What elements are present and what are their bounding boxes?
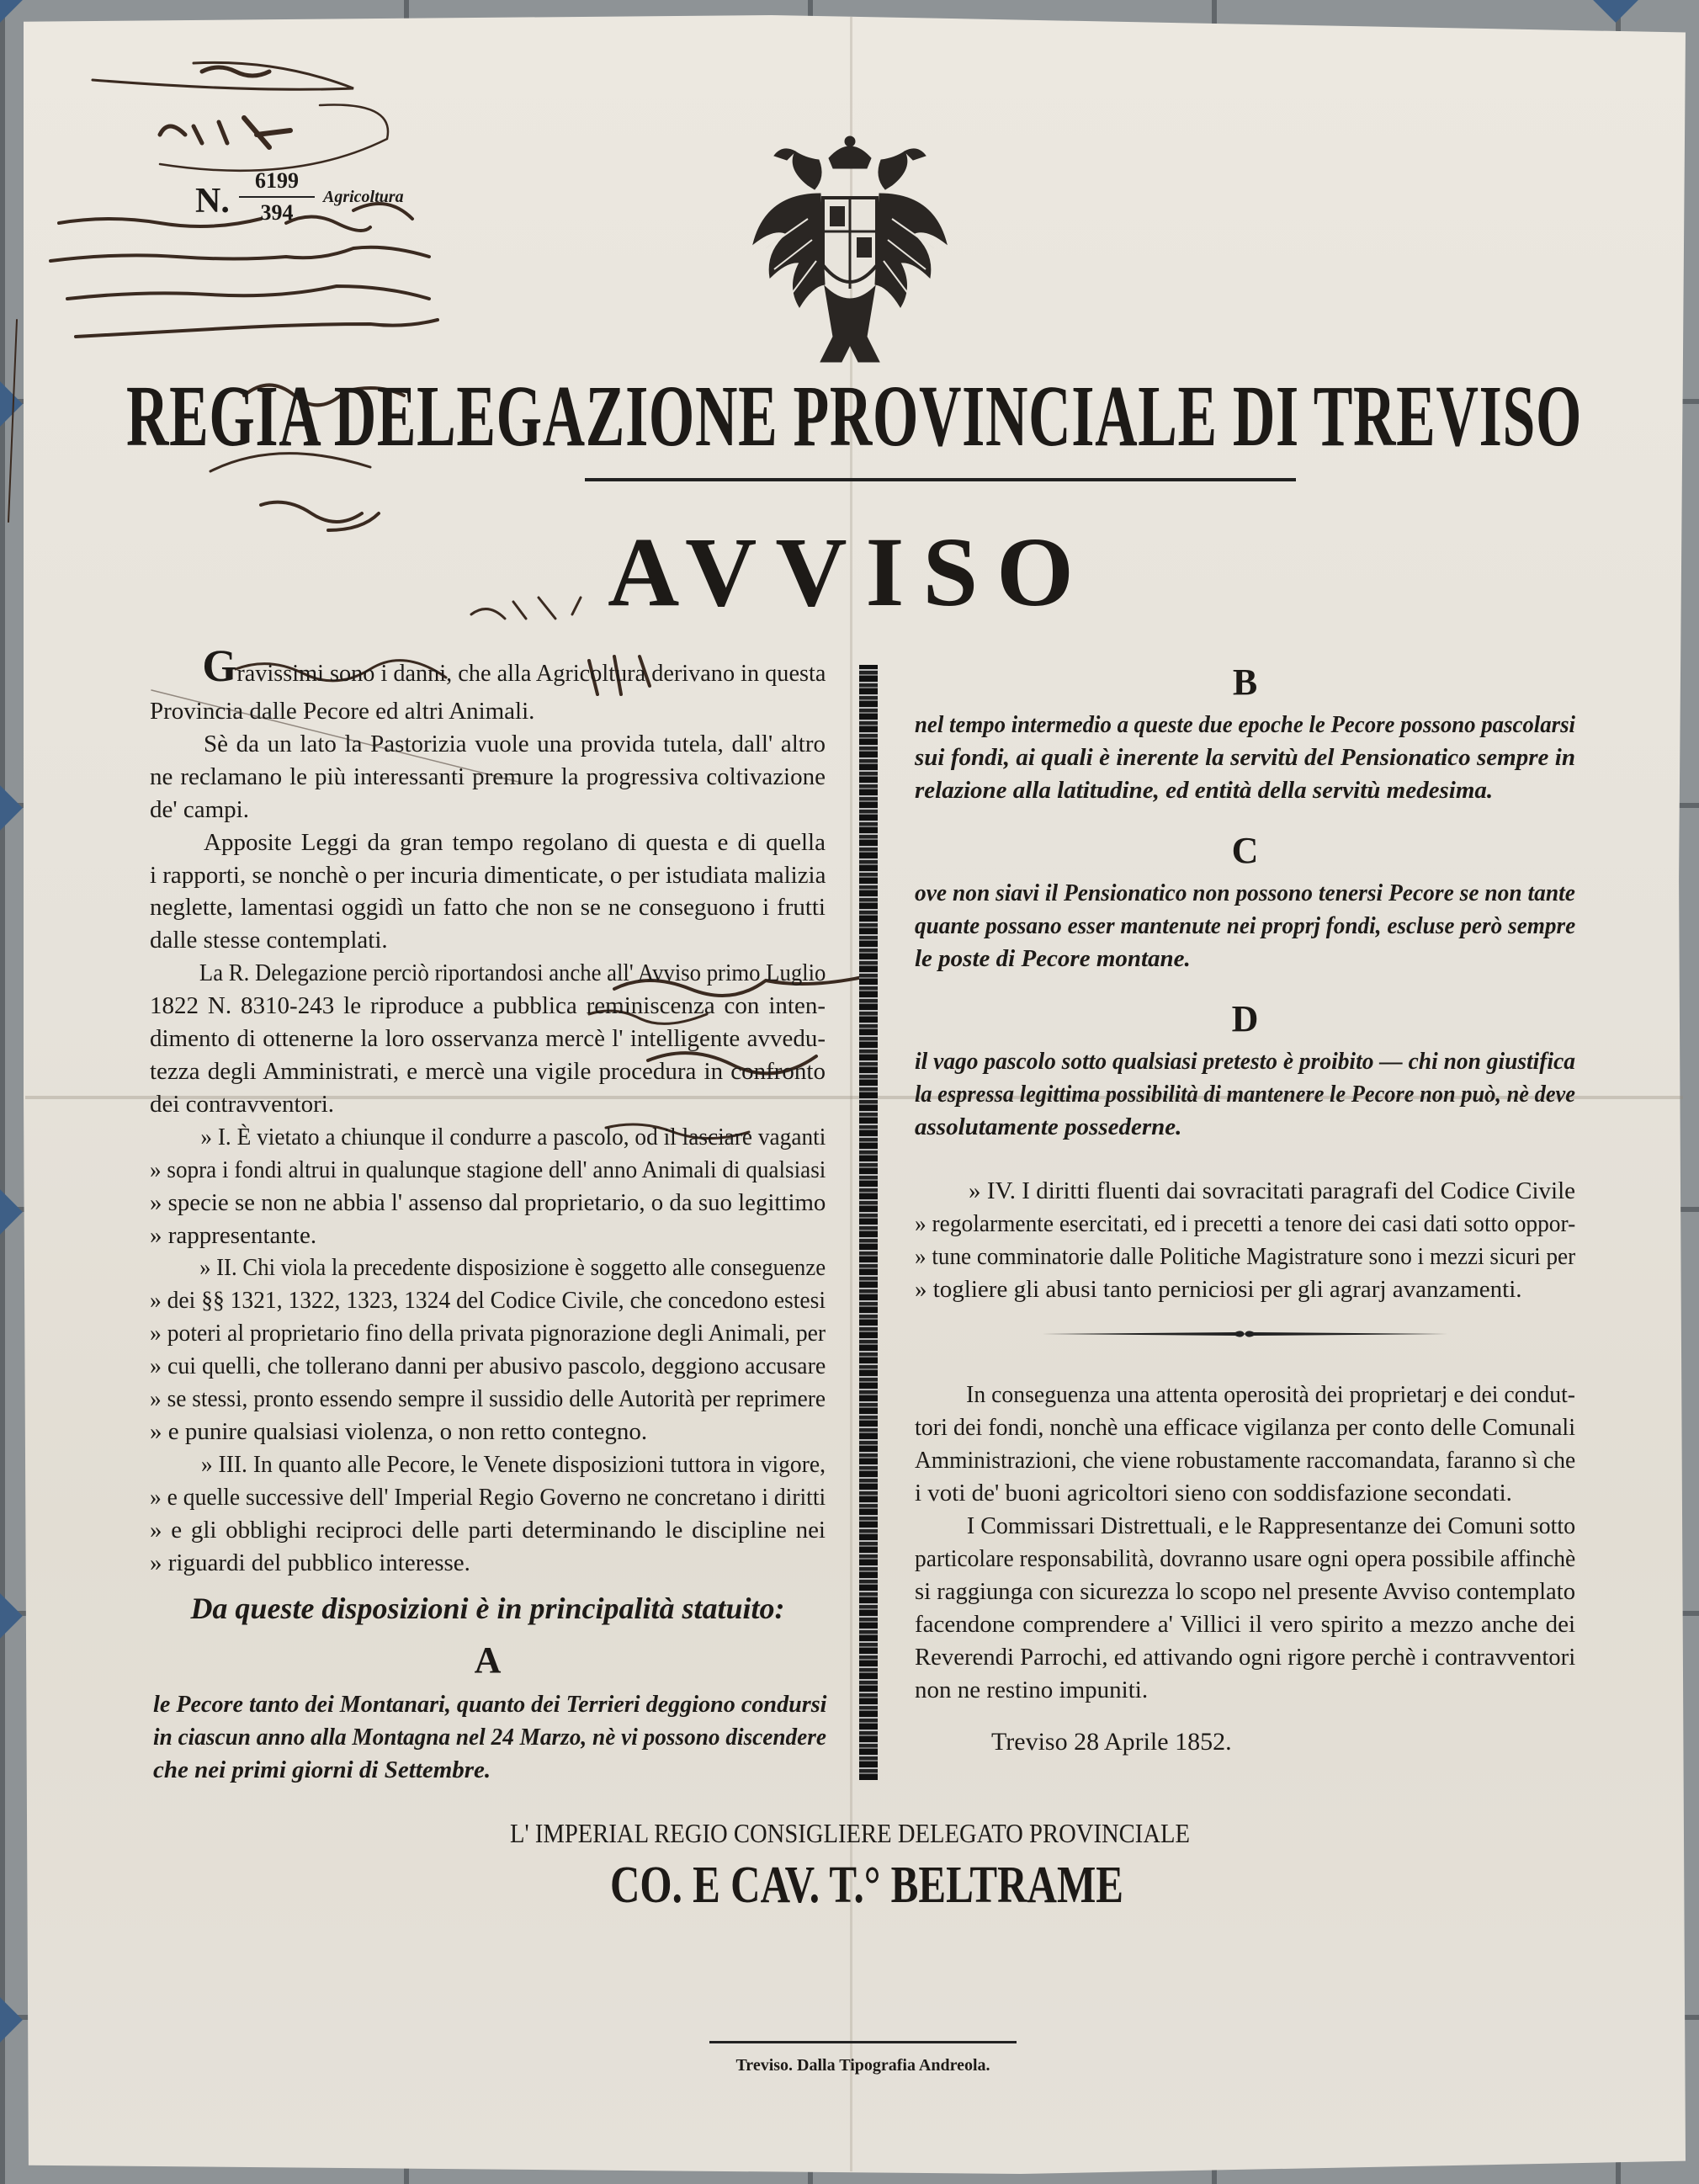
text-line: Apposite Leggi da gran tempo regolano di questa e di quella bbox=[204, 828, 826, 856]
text-line: » III. In quanto alle Pecore, le Venete disposizioni tuttora in vigore, bbox=[200, 1450, 826, 1478]
text-line: » II. Chi viola la precedente disposizione è soggetto alle conseguenze bbox=[199, 1254, 826, 1282]
text-line: non ne restino impuniti. bbox=[915, 1677, 1149, 1703]
text-line: In conseguenza una attenta operosità dei proprietarj e dei condut- bbox=[966, 1381, 1575, 1408]
text-line: ne reclamano le più interessanti premure la progressiva coltivazione bbox=[150, 763, 826, 790]
text-line: tezza degli Amministrati, e mercè una vigile procedura in confronto bbox=[150, 1057, 826, 1085]
text-line: » riguardi del pubblico interesse. bbox=[150, 1549, 470, 1576]
fraction-line bbox=[239, 196, 315, 198]
text-line: le Pecore tanto dei Montanari, quanto dei Terrieri deggiono condursi bbox=[153, 1691, 827, 1718]
text-line: » togliere gli abusi tanto perniciosi per gli agrarj avanzamenti. bbox=[915, 1276, 1522, 1303]
notice-heading: AVVISO bbox=[608, 517, 1092, 627]
text-line: » IV. I diritti fluenti dai sovracitati paragrafi del Codice Civile bbox=[969, 1177, 1575, 1204]
left-column-body bbox=[150, 640, 826, 1579]
text-line: Reverendi Parrochi, ed attivando ogni rigore perchè i contravventori bbox=[915, 1644, 1576, 1671]
reference-numerator: 6199 bbox=[255, 168, 299, 193]
section-b-letter: B bbox=[1232, 662, 1258, 703]
title-divider bbox=[585, 478, 1296, 481]
text-line: nel tempo intermedio a queste due epoche le Pecore possono pascolarsi bbox=[915, 711, 1575, 738]
imprint-divider bbox=[709, 2041, 1017, 2043]
signatory-office: L' IMPERIAL REGIO CONSIGLIERE DELEGATO PROVINCIALE bbox=[510, 1818, 1190, 1848]
text-line: » I. È vietato a chiunque il condurre a pascolo, od il lasciare vaganti bbox=[200, 1123, 826, 1150]
floor-tile bbox=[0, 1593, 23, 1639]
text-line: » specie se non ne abbia l' assenso dal proprietario, o da suo legittimo bbox=[150, 1188, 826, 1216]
text-line: » rappresentante. bbox=[150, 1221, 317, 1249]
section-d-text bbox=[915, 1045, 1575, 1144]
text-line: quante possano esser mantenute nei proprj fondi, escluse però sempre bbox=[915, 912, 1576, 939]
text-line: » e quelle successive dell' Imperial Regio Governo ne concretano i diritti bbox=[150, 1483, 826, 1511]
text-line: » sopra i fondi altrui in qualunque stagione dell' anno Animali di qualsiasi bbox=[150, 1156, 826, 1183]
text-line: 1822 N. 8310-243 le riproduce a pubblica reminiscenza con inten- bbox=[150, 992, 826, 1020]
text-line: si raggiunga con sicurezza lo scopo nel presente Avviso contemplato bbox=[915, 1578, 1575, 1605]
text-line: dimento di ottenerne la loro osservanza mercè l' intelligente avvedu- bbox=[150, 1025, 826, 1053]
text-line: Sè da un lato la Pastorizia vuole una provida tutela, dall' altro bbox=[204, 730, 826, 757]
text-line: de' campi. bbox=[150, 795, 249, 823]
text-line: » regolarmente esercitati, ed i precetti a tenore dei casi dati sotto oppor- bbox=[915, 1210, 1576, 1237]
text-line: tori dei fondi, nonchè una efficace vigilanza per conto delle Comunali bbox=[915, 1414, 1575, 1441]
date-line: Treviso 28 Aprile 1852. bbox=[991, 1728, 1232, 1756]
article-iv-text bbox=[915, 1175, 1575, 1306]
text-line: le poste di Pecore montane. bbox=[915, 945, 1191, 972]
text-line: Provincia dalle Pecore ed altri Animali. bbox=[150, 698, 535, 725]
text-line: dalle stesse contemplati. bbox=[150, 927, 388, 954]
text-line: assolutamente possederne. bbox=[915, 1113, 1182, 1140]
text-line: Gravissimi sono i danni, che alla Agricoltura derivano in questa bbox=[202, 640, 826, 691]
text-line: » e punire qualsiasi violenza, o non retto contegno. bbox=[150, 1417, 648, 1445]
text-line: i voti de' buoni agricoltori sieno con soddisfazione secondati. bbox=[915, 1480, 1512, 1506]
reference-section: Agricoltura bbox=[323, 188, 404, 206]
text-line: neglette, lamentasi oggidì un fatto che non se ne conseguono i frutti bbox=[150, 894, 826, 922]
signatory-name: CO. E CAV. T.° BELTRAME bbox=[610, 1857, 1123, 1914]
section-a-letter: A bbox=[474, 1639, 502, 1681]
text-line: » dei §§ 1321, 1322, 1323, 1324 del Codice Civile, che concedono estesi bbox=[150, 1287, 826, 1315]
floor-tile bbox=[0, 1189, 23, 1235]
text-line: la espressa legittima possibilità di mantenere le Pecore non può, nè deve bbox=[915, 1081, 1575, 1108]
section-a-text bbox=[153, 1688, 826, 1787]
text-line: » se stessi, pronto essendo sempre il sussidio delle Autorità per reprimere bbox=[150, 1385, 826, 1413]
closing-text bbox=[915, 1379, 1575, 1707]
double-headed-eagle-emblem bbox=[741, 135, 959, 370]
text-line: il vago pascolo sotto qualsiasi pretesto è proibito — chi non giustifica bbox=[915, 1048, 1575, 1075]
text-line: » poteri al proprietario fino della privata pignorazione degli Animali, per bbox=[150, 1320, 826, 1347]
document-title: REGIA DELEGAZIONE PROVINCIALE DI TREVISO bbox=[126, 368, 1582, 465]
text-line: che nei primi giorni di Settembre. bbox=[153, 1756, 491, 1783]
text-line: i rapporti, se nonchè o per incuria dimenticate, o per istudiata malizia bbox=[150, 861, 826, 889]
column-divider-ornament bbox=[859, 665, 878, 1780]
text-line: Amministrazioni, che viene robustamente raccomandata, faranno sì che bbox=[915, 1447, 1576, 1474]
text-line: particolare responsabilità, dovranno usare ogni opera possibile affinchè bbox=[915, 1545, 1576, 1572]
statute-heading: Da queste disposizioni è in principalità statuito: bbox=[190, 1592, 785, 1625]
section-c-letter: C bbox=[1231, 830, 1259, 871]
section-d-letter: D bbox=[1231, 998, 1259, 1039]
text-line: dei contravventori. bbox=[150, 1090, 335, 1118]
text-line: I Commissari Distrettuali, e le Rappresentanze dei Comuni sotto bbox=[966, 1512, 1576, 1539]
floor-tile bbox=[0, 1997, 23, 2043]
printer-imprint: Treviso. Dalla Tipografia Andreola. bbox=[735, 2056, 990, 2075]
ornamental-divider bbox=[1042, 1326, 1447, 1342]
text-line: relazione alla latitudine, ed entità della servitù medesima. bbox=[915, 777, 1494, 804]
reference-prefix: N. bbox=[195, 182, 230, 221]
text-line: ove non siavi il Pensionatico non possono tenersi Pecore se non tante bbox=[915, 879, 1575, 906]
text-line: » tune comminatorie dalle Politiche Magistrature sono i mezzi sicuri per bbox=[915, 1243, 1576, 1270]
text-line: sui fondi, ai quali è inerente la servitù del Pensionatico sempre in bbox=[915, 744, 1575, 771]
reference-number bbox=[195, 168, 498, 244]
section-c-text bbox=[915, 877, 1575, 975]
text-line: La R. Delegazione perciò riportandosi anche all' Avviso primo Luglio bbox=[199, 959, 826, 987]
text-line: facendone comprendere a' Villici il vero spirito a mezzo anche dei bbox=[915, 1611, 1575, 1638]
reference-denominator: 394 bbox=[260, 200, 294, 225]
section-b-text bbox=[915, 709, 1575, 807]
text-line: in ciascun anno alla Montagna nel 24 Marzo, nè vi possono discendere bbox=[153, 1723, 826, 1751]
text-line: » e gli obblighi reciproci delle parti determinando le discipline nei bbox=[150, 1516, 826, 1544]
text-line: » cui quelli, che tollerano danni per abusivo pascolo, deggiono accusare bbox=[150, 1352, 826, 1380]
